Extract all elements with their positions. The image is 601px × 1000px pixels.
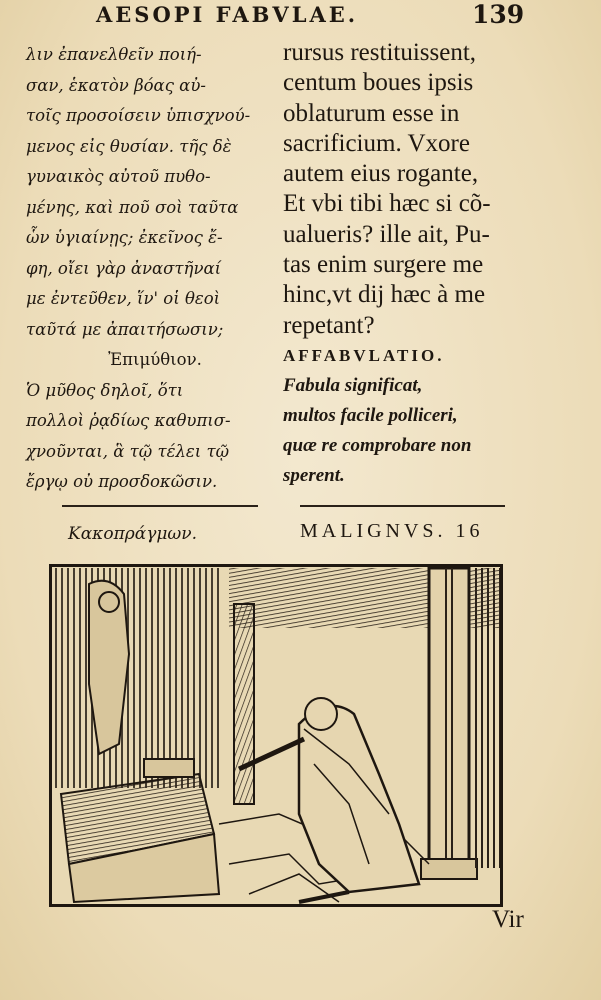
latin-moral-line: multos facile polliceri, — [283, 404, 458, 426]
next-fable-latin-title: MALIGNVS. 16 — [300, 520, 484, 542]
latin-line: sacrificium. Vxore — [283, 129, 470, 157]
catchword: Vir — [492, 906, 524, 933]
latin-line: centum boues ipsis — [283, 69, 474, 97]
greek-moral-line: πολλοὶ ῥᾳδίως καθυπισ- — [26, 411, 231, 430]
latin-line: autem eius rogante, — [283, 160, 479, 188]
latin-moral-line: Fabula significat, — [283, 374, 423, 396]
latin-line: tas enim surgere me — [283, 251, 484, 279]
latin-moral-heading: AFFABVLATIO. — [283, 345, 445, 365]
greek-line: με ἐντεῦθεν, ἵν' οἱ θεοὶ — [26, 289, 221, 308]
greek-moral-line: ἔργῳ οὐ προσδοκῶσιν. — [26, 472, 218, 491]
greek-moral-heading: Ἐπιμύθιον. — [108, 350, 202, 369]
divider-rule-right — [300, 505, 505, 507]
latin-line: repetant? — [283, 311, 375, 339]
next-fable-greek-title: Κακοπράγμων. — [68, 524, 198, 544]
latin-column — [283, 38, 583, 491]
greek-moral-line: χνοῦνται, ἃ τῷ τέλει τῷ — [26, 441, 230, 461]
running-head: AESOPI FABVLAE. — [96, 2, 359, 27]
greek-line: ὧν ὑγιαίνῃς; ἐκεῖνος ἔ- — [26, 228, 223, 247]
latin-line: hinc,vt dij hæc à me — [283, 281, 486, 309]
latin-line: Et vbi tibi hæc si cõ- — [283, 190, 491, 218]
greek-moral-line: Ὁ μῦθος δηλοῖ, ὅτι — [26, 380, 184, 400]
greek-line: σαν, ἑκατὸν βόας αὐ- — [26, 75, 206, 95]
latin-moral-line: quæ re comprobare non — [283, 434, 472, 456]
greek-line: λιν ἐπανελθεῖν ποιή- — [26, 45, 202, 64]
latin-line: ualueris? ille ait, Pu- — [283, 220, 490, 248]
greek-line: ταῦτά με ἀπαιτήσωσιν; — [26, 319, 224, 339]
latin-line: rursus restituissent, — [283, 39, 477, 66]
greek-line: τοῖς προσοίσειν ὑπισχνού- — [26, 106, 251, 125]
page-number: 139 — [472, 0, 525, 29]
latin-moral-line: sperent. — [283, 464, 345, 486]
greek-line: φη, οἴει γὰρ ἀναστῆναί — [26, 258, 222, 278]
greek-line: γυναικὸς αὐτοῦ πυθο- — [26, 167, 211, 186]
greek-line: μένης, καὶ ποῦ σοὶ ταῦτα — [26, 197, 239, 217]
woodcut-illustration — [49, 564, 503, 907]
greek-column — [26, 40, 284, 498]
divider-rule-left — [62, 505, 258, 507]
latin-line: oblaturum esse in — [283, 99, 460, 127]
greek-line: μενος εἰς θυσίαν. τῆς δὲ — [26, 136, 232, 156]
